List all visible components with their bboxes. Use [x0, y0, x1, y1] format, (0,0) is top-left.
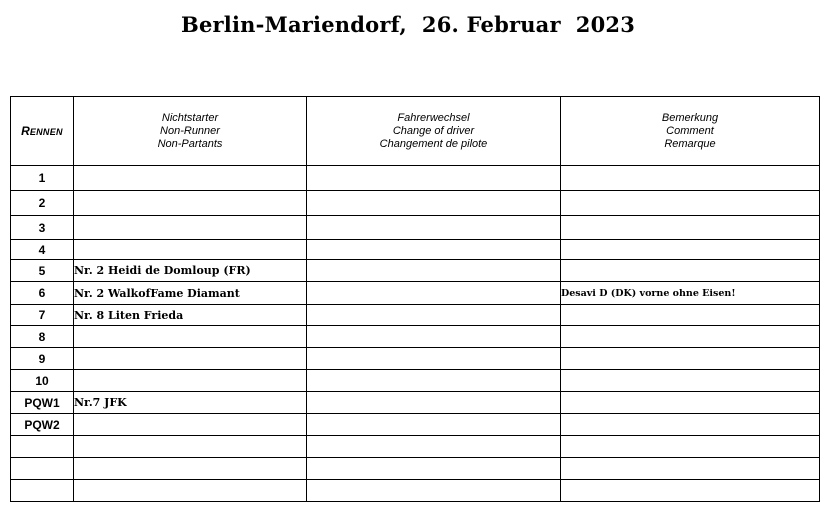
race-cell: 4: [11, 240, 74, 260]
remark-cell: Desavi D (DK) vorne ohne Eisen!: [561, 282, 820, 305]
non-runner-cell: [74, 480, 307, 502]
table-row: [11, 166, 820, 191]
race-cell: 9: [11, 348, 74, 370]
table-body: [11, 166, 820, 502]
driver-change-cell: [307, 216, 561, 240]
table-row: [11, 480, 820, 502]
race-cell: 3: [11, 216, 74, 240]
driver-change-column-header: [307, 97, 561, 166]
table-row: [11, 348, 820, 370]
remarks-header-fr: Remarque: [664, 137, 716, 150]
table-row: [11, 392, 820, 414]
remark-cell: [561, 326, 820, 348]
race-cell: 7: [11, 305, 74, 326]
table-row: [11, 260, 820, 282]
non-runner-cell: [74, 414, 307, 436]
remark-cell: [561, 414, 820, 436]
table-row: [11, 191, 820, 216]
remarks-column-header: [561, 97, 820, 166]
non-runner-table: [10, 96, 820, 502]
driver-change-cell: [307, 348, 561, 370]
non-runner-cell: [74, 216, 307, 240]
driver-change-cell: [307, 326, 561, 348]
driver-change-cell: [307, 480, 561, 502]
driver-change-cell: [307, 240, 561, 260]
race-cell: 1: [11, 166, 74, 191]
driver-change-cell: [307, 260, 561, 282]
header-row: [11, 97, 820, 166]
non-runner-cell: [74, 436, 307, 458]
table-row: [11, 326, 820, 348]
non-runner-cell: [74, 240, 307, 260]
table-row: [11, 216, 820, 240]
non-runner-cell: Nr. 2 WalkofFame Diamant: [74, 282, 307, 305]
table-row: [11, 458, 820, 480]
non-runner-header-fr: Non-Partants: [157, 137, 223, 150]
remark-cell: [561, 480, 820, 502]
table-row: [11, 240, 820, 260]
remark-cell: [561, 191, 820, 216]
table-row: [11, 436, 820, 458]
remark-cell: [561, 392, 820, 414]
non-runner-header-de: Nichtstarter: [161, 111, 219, 124]
driver-change-header-en: Change of driver: [392, 124, 475, 137]
non-runner-cell: Nr.7 JFK: [74, 392, 307, 414]
driver-change-cell: [307, 191, 561, 216]
race-cell: [11, 480, 74, 502]
remark-cell: [561, 240, 820, 260]
remark-cell: [561, 458, 820, 480]
non-runner-cell: [74, 191, 307, 216]
remark-cell: [561, 260, 820, 282]
race-cell: 2: [11, 191, 74, 216]
remark-cell: [561, 436, 820, 458]
remark-cell: [561, 370, 820, 392]
race-cell: [11, 436, 74, 458]
remark-cell: [561, 305, 820, 326]
driver-change-header-fr: Changement de pilote: [379, 137, 488, 150]
remarks-header-de: Bemerkung: [661, 111, 719, 124]
remark-cell: [561, 166, 820, 191]
remark-cell: [561, 216, 820, 240]
table-row: [11, 282, 820, 305]
race-header-rest: ENNEN: [29, 127, 63, 137]
non-runner-cell: [74, 166, 307, 191]
race-cell: 8: [11, 326, 74, 348]
race-header-initial: R: [21, 124, 30, 138]
driver-change-cell: [307, 305, 561, 326]
driver-change-cell: [307, 166, 561, 191]
driver-change-cell: [307, 392, 561, 414]
race-cell: [11, 458, 74, 480]
driver-change-cell: [307, 458, 561, 480]
driver-change-header-de: Fahrerwechsel: [397, 111, 470, 124]
table-row: [11, 370, 820, 392]
race-cell: 6: [11, 282, 74, 305]
race-cell: 10: [11, 370, 74, 392]
race-cell: PQW1: [11, 392, 74, 414]
remark-cell: [561, 348, 820, 370]
non-runner-header-en: Non-Runner: [160, 124, 220, 137]
non-runner-cell: Nr. 8 Liten Frieda: [74, 305, 307, 326]
remarks-header-en: Comment: [666, 124, 714, 137]
driver-change-cell: [307, 282, 561, 305]
table-row: [11, 414, 820, 436]
non-runner-cell: [74, 326, 307, 348]
race-cell: PQW2: [11, 414, 74, 436]
non-runner-cell: Nr. 2 Heidi de Domloup (FR): [74, 260, 307, 282]
non-runner-cell: [74, 370, 307, 392]
table-row: [11, 305, 820, 326]
driver-change-cell: [307, 414, 561, 436]
driver-change-cell: [307, 370, 561, 392]
driver-change-cell: [307, 436, 561, 458]
race-cell: 5: [11, 260, 74, 282]
non-runner-cell: [74, 348, 307, 370]
non-runner-cell: [74, 458, 307, 480]
page-title: Berlin-Mariendorf, 26. Februar 2023: [181, 12, 636, 37]
race-column-header: [11, 97, 74, 166]
non-runner-column-header: [74, 97, 307, 166]
